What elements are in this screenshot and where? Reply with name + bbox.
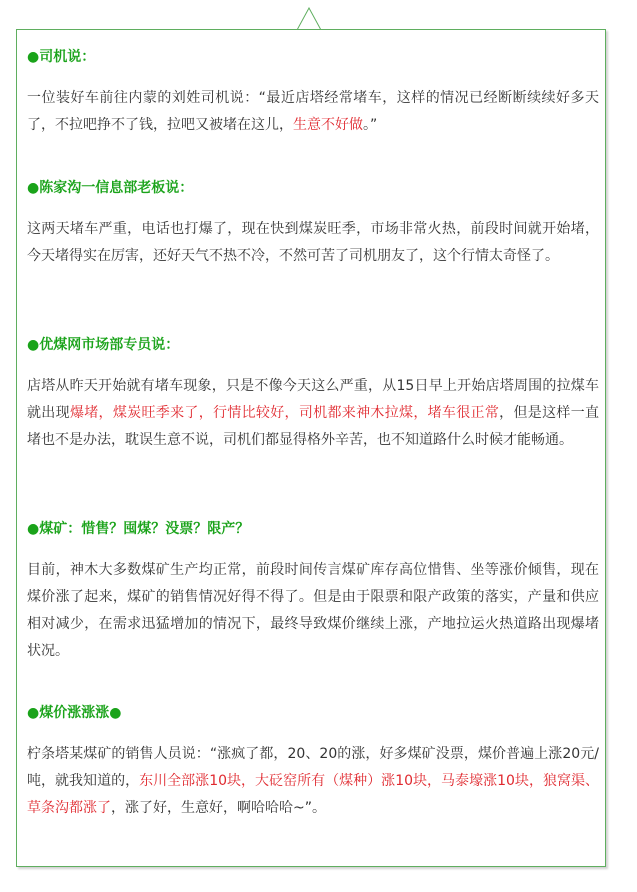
section-paragraph [27,373,599,454]
text-run: 。” [363,117,378,133]
section-heading: ●优煤网市场部专员说： [27,337,180,353]
section-heading: ●司机说： [27,49,96,65]
highlight-run: 生意不好做 [293,117,363,133]
section-heading: ●煤矿：惜售？囤煤？没票？限产？ [27,521,250,537]
section-heading: ●陈家沟一信息部老板说： [27,180,194,196]
section-price-rise [27,702,599,822]
text-run: ，但是这样一直堵也不是办法，耽误生意不说，司机们都显得格外辛苦，也不知道路什么时候才能畅通。 [27,405,600,448]
text-run: 店塔从昨天开始就有堵车现象，只是不像今天这么严重，从15日早上开始店塔周围的拉煤车就出现 [27,378,599,421]
section-paragraph [27,741,599,822]
text-run: 一位装好车前往内蒙的刘姓司机说：“最近店塔经常堵车，这样的情况已经断断续续好多天了，不拉吧挣不了钱，拉吧又被堵在这儿， [27,90,599,133]
section-info-boss [27,177,599,270]
section-youmei-staff [27,334,599,454]
highlight-run: 爆堵，煤炭旺季来了，行情比较好，司机都来神木拉煤，堵车很正常 [69,405,500,421]
section-paragraph [27,85,599,139]
section-driver [27,46,599,139]
section-coal-mine [27,518,599,665]
text-run: 柠条塔某煤矿的销售人员说：“涨疯了都，20、20的涨，好多煤矿没票，煤价普遍上涨20元/吨，就我知道的， [27,746,599,789]
highlight-run: 东川全部涨10块，大砭窑所有（煤种）涨10块，马泰壕涨10块，狼窝渠、草条沟都涨了 [27,773,600,816]
text-run: ，涨了好，生意好，啊哈哈哈~”。 [111,800,326,816]
section-paragraph [27,557,599,665]
text-run: 目前，神木大多数煤矿生产均正常，前段时间传言煤矿库存高位惜售、坐等涨价倾售，现在煤价涨了起来，煤矿的销售情况好得不得了。但是由于限票和限产政策的落实，产量和供应相对减少，在需求迅猛增加的情况下，最终导致煤价继续上涨，产地拉运火热道路出现爆堵状况。 [27,562,599,659]
section-heading: ●煤价涨涨涨● [27,705,122,721]
text-run: 这两天堵车严重，电话也打爆了，现在快到煤炭旺季，市场非常火热，前段时间就开始堵，今天堵得实在厉害，还好天气不热不冷，不然可苦了司机朋友了，这个行情太奇怪了。 [27,221,599,264]
section-paragraph [27,216,599,270]
